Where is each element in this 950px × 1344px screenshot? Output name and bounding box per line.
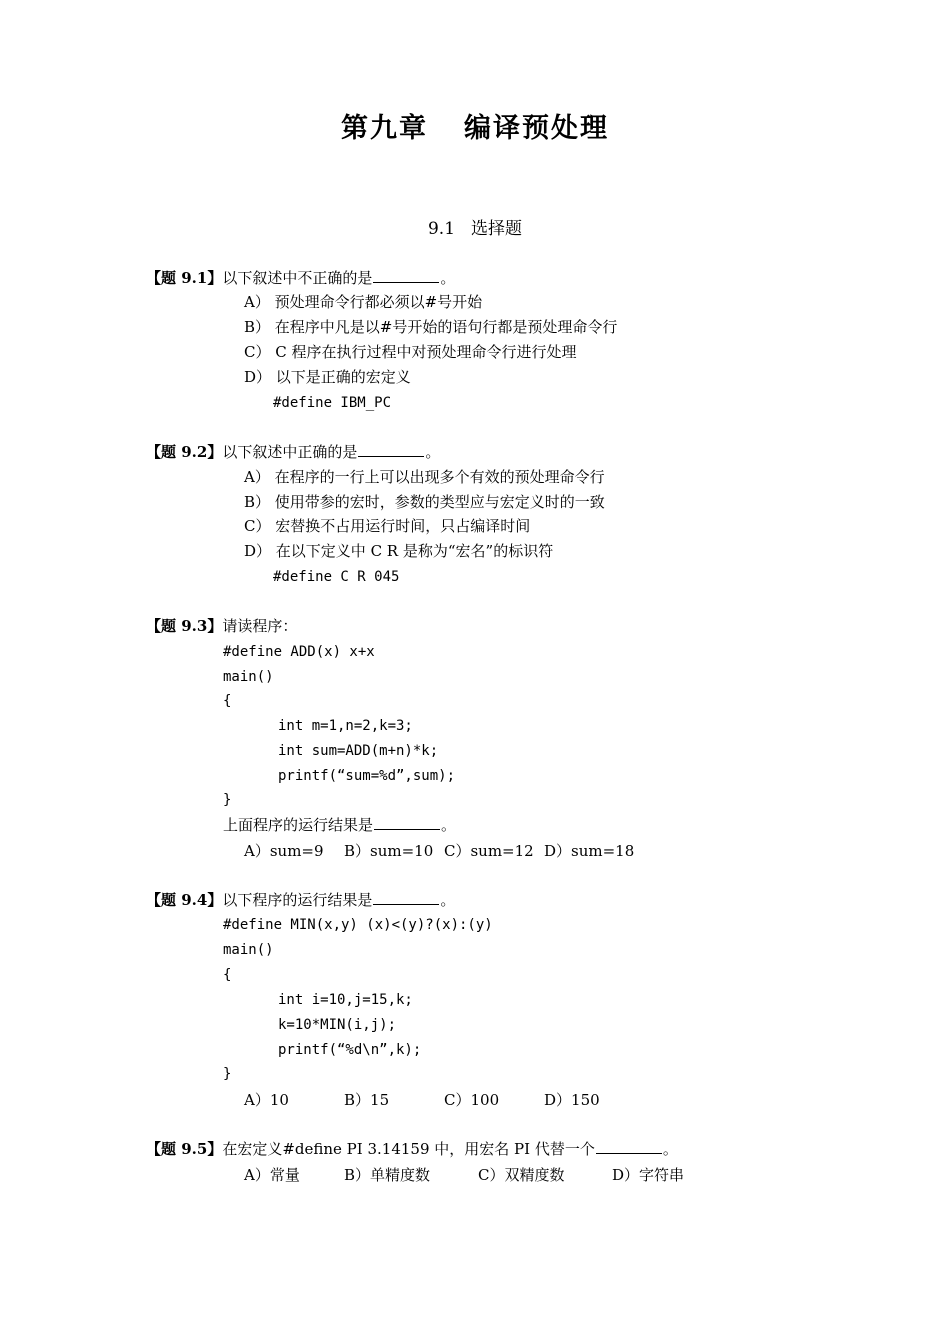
option-d: D） 在以下定义中 C R 是称为“宏名”的标识符 [244,542,554,560]
option-b: B） 使用带参的宏时，参数的类型应与宏定义时的一致 [244,493,605,511]
option-c: C） 宏替换不占用运行时间，只占编译时间 [244,517,531,535]
option-row [244,841,634,861]
option-a: A）10 [244,1091,289,1109]
section-number: 9.1 [427,219,456,239]
question-tail: 上面程序的运行结果是 。 [223,816,457,834]
question-9-2-stem: 【题 9.2】以下叙述中正确的是 。 [146,443,441,461]
option-b: B） 在程序中凡是以#号开始的语句行都是预处理命令行 [244,318,618,336]
section-name: 选择题 [471,219,523,239]
option-code: #define IBM_PC [273,395,392,411]
option-a: A） 在程序的一行上可以出现多个有效的预处理命令行 [244,468,605,486]
option-b: B）sum=10 [344,842,434,860]
code-line: #define MIN(x,y) (x)<(y)?(x):(y) [223,917,493,933]
option-c: C）双精度数 [478,1166,565,1184]
option-c: C）sum=12 [444,842,534,860]
option-c: C） C 程序在执行过程中对预处理命令行进行处理 [244,343,577,361]
chapter-number: 第九章 [341,113,428,144]
code-line: printf(“sum=%d”,sum); [278,768,456,784]
code-line: k=10*MIN(i,j); [278,1017,397,1033]
option-code: #define C R 045 [273,569,400,585]
question-text: 以下程序的运行结果是 [222,891,373,909]
code-line: { [223,967,232,983]
code-line: printf(“%d\n”,k); [278,1042,422,1058]
code-line: { [223,693,232,709]
code-line: #define ADD(x) x+x [223,644,375,660]
option-c: C）100 [444,1091,500,1109]
option-row [244,1090,600,1110]
code-line: main() [223,669,274,685]
question-text: 在宏定义#define PI 3.14159 中，用宏名 PI 代替一个 [222,1140,595,1158]
answer-blank [596,1139,662,1154]
code-line: int sum=ADD(m+n)*k; [278,743,439,759]
answer-blank [358,442,424,457]
code-line: int m=1,n=2,k=3; [278,718,413,734]
question-tag: 【题 9.2】 [146,443,223,461]
question-tag: 【题 9.5】 [146,1140,223,1158]
option-a: A） 预处理命令行都必须以#号开始 [244,293,483,311]
question-tag: 【题 9.4】 [146,891,223,909]
answer-blank [374,815,440,830]
question-tag: 【题 9.1】 [146,269,223,287]
code-line: main() [223,942,274,958]
chapter-title [0,106,950,145]
option-d: D）sum=18 [544,842,635,860]
question-text: 以下叙述中正确的是 [222,443,358,461]
option-a: A）常量 [244,1166,300,1184]
question-9-4-stem: 【题 9.4】以下程序的运行结果是 。 [146,891,456,909]
option-d: D）150 [544,1091,600,1109]
option-b: B）15 [344,1091,390,1109]
option-row [244,1165,684,1185]
code-line: } [223,792,232,808]
question-text: 以下叙述中不正确的是 [222,269,373,287]
answer-blank [373,268,439,283]
option-a: A）sum=9 [244,842,324,860]
question-text: 请读程序： [222,617,298,635]
question-9-3-stem [146,616,297,636]
option-b: B）单精度数 [344,1166,431,1184]
question-tag: 【题 9.3】 [146,617,223,635]
option-d: D）字符串 [612,1166,685,1184]
chapter-name: 编译预处理 [464,113,609,144]
section-title [0,214,950,239]
code-line: int i=10,j=15,k; [278,992,413,1008]
code-line: } [223,1066,232,1082]
answer-blank [373,890,439,905]
question-9-1-stem: 【题 9.1】以下叙述中不正确的是 。 [146,269,456,287]
question-9-5-stem: 【题 9.5】在宏定义#define PI 3.14159 中，用宏名 PI 代替一个 。 [146,1140,678,1158]
option-d: D） 以下是正确的宏定义 [244,368,411,386]
